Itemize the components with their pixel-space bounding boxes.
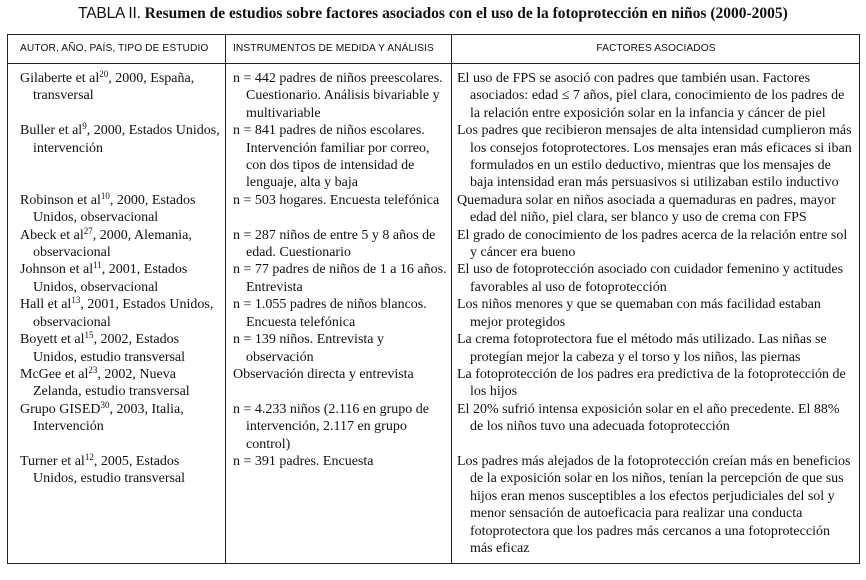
factors-text: El uso de FPS se asoció con padres que también usan. Factores asociados: edad ≤ 7 años, piel clara, conocimiento de los padres de la relación entre exposición solar en la infancia y cáncer de piel	[457, 71, 845, 121]
cell-author	[8, 366, 226, 401]
studies-table	[7, 34, 860, 564]
instruments-text: n = 391 padres. Encuesta	[233, 453, 374, 469]
cell-instruments	[226, 192, 452, 227]
author-text	[20, 453, 222, 488]
cell-author	[8, 122, 226, 192]
column-header-instruments: INSTRUMENTOS DE MEDIDA Y ANÁLISIS	[226, 35, 452, 64]
cell-factors	[452, 192, 860, 227]
factors-text: Los padres más alejados de la fotoprotección creían más en beneficios de la exposición solar en los niños, tenían la percepción de que sus hijos eran menos susceptibles a los efectos perjudiciales del sol y menor sensación de autoeficacia para realizar una conducta fotoprotectora que los padres más cercanos a una fotoprotección más eficaz	[457, 453, 851, 556]
reference-number: 15	[84, 330, 94, 341]
column-header-author: AUTOR, AÑO, PAÍS, TIPO DE ESTUDIO	[8, 35, 226, 64]
author-name: Johnson et al	[20, 262, 94, 278]
author-name: Turner et al	[20, 453, 85, 469]
cell-instruments	[226, 64, 452, 123]
table-number: TABLA II.	[78, 5, 141, 22]
author-name: Boyett et al	[20, 332, 85, 348]
instruments-text: n = 503 hogares. Encuesta telefónica	[233, 192, 440, 208]
table-row	[8, 192, 860, 227]
cell-factors	[452, 401, 860, 453]
cell-instruments	[226, 227, 452, 262]
author-name: Gilaberte et al	[20, 71, 100, 86]
cell-author	[8, 261, 226, 296]
table-row	[8, 331, 860, 366]
header-row	[8, 35, 860, 64]
cell-factors	[452, 331, 860, 366]
author-details: , 2000, Estados Unidos, observacional	[33, 192, 196, 226]
author-name: Robinson et al	[20, 192, 101, 208]
instruments-text: n = 139 niños. Entrevista y observación	[233, 332, 384, 365]
cell-instruments	[226, 122, 452, 192]
reference-number: 10	[100, 190, 110, 201]
cell-instruments	[226, 366, 452, 401]
author-text	[20, 366, 222, 401]
table-row	[8, 401, 860, 453]
table-row	[8, 122, 860, 192]
factors-text: Quemadura solar en niños asociada a quemaduras en padres, mayor edad del niño, piel clara, ser blanco y uso de crema con FPS	[457, 192, 836, 226]
author-details: , 2002, Nueva Zelanda, estudio transversal	[33, 366, 190, 400]
instruments-text: n = 287 niños de entre 5 y 8 años de edad. Cuestionario	[233, 227, 436, 261]
cell-factors	[452, 227, 860, 262]
author-text	[20, 261, 222, 296]
reference-number: 23	[88, 364, 98, 375]
author-name: McGee et al	[20, 366, 89, 382]
author-text	[20, 401, 222, 436]
cell-factors	[452, 64, 860, 123]
author-text	[20, 331, 222, 366]
instruments-text: n = 841 padres de niños escolares. Intervención familiar por correo, con dos tipos de intensidad de lenguaje, alta y baja	[233, 123, 430, 191]
cell-author	[8, 453, 226, 564]
factors-text: Los niños menores y que se quemaban con más facilidad estaban mejor protegidos	[457, 297, 821, 330]
author-text	[20, 122, 222, 157]
author-details: , 2002, Estados Unidos, estudio transversal	[33, 332, 186, 365]
cell-author	[8, 64, 226, 123]
cell-factors	[452, 366, 860, 401]
factors-text: El 20% sufrió intensa exposición solar en el año precedente. El 88% de los niños tuvo una adecuada fotoprotección	[457, 401, 840, 435]
author-details: , 2000, Alemania, observacional	[33, 227, 192, 261]
instruments-text: n = 4.233 niños (2.116 en grupo de intervención, 2.117 en grupo control)	[233, 401, 429, 452]
table-caption	[0, 2, 866, 26]
factors-text: La crema fotoprotectora fue el método más utilizado. Las niñas se protegían mejor la cabeza y el torso y los niños, las piernas	[457, 332, 827, 365]
instruments-text: n = 442 padres de niños preescolares. Cuestionario. Análisis bivariable y multivariable	[233, 71, 443, 121]
factors-text: La fotoprotección de los padres era predictiva de la fotoprotección de los hijos	[457, 366, 846, 400]
cell-factors	[452, 296, 860, 331]
instruments-text: n = 77 padres de niños de 1 a 16 años. Entrevista	[233, 262, 447, 295]
author-text	[20, 227, 222, 262]
reference-number: 27	[83, 225, 93, 236]
factors-text: Los padres que recibieron mensajes de alta intensidad cumplieron más los consejos fotoprotectores. Los mensajes eran más eficaces si iban formulados en un estilo deductivo, mientras que los mensajes de baja intensidad eran más persuasivos si utilizaban estilo inductivo	[457, 123, 852, 191]
reference-number: 9	[82, 121, 87, 132]
cell-author	[8, 331, 226, 366]
table-row	[8, 366, 860, 401]
author-details: , 2001, Estados Unidos, observacional	[33, 262, 188, 295]
author-text	[20, 192, 222, 227]
table-row	[8, 227, 860, 262]
reference-number: 11	[93, 260, 102, 271]
reference-number: 13	[71, 295, 81, 306]
cell-factors	[452, 453, 860, 564]
author-text	[20, 70, 222, 105]
reference-number: 30	[100, 399, 110, 410]
cell-author	[8, 192, 226, 227]
cell-author	[8, 401, 226, 453]
cell-instruments	[226, 401, 452, 453]
cell-author	[8, 296, 226, 331]
cell-factors	[452, 261, 860, 296]
factors-text: El uso de fotoprotección asociado con cuidador femenino y actitudes favorables al uso de fotoprotección	[457, 262, 844, 295]
cell-instruments	[226, 296, 452, 331]
author-name: Abeck et al	[20, 227, 84, 243]
author-details: , 2000, Estados Unidos, intervención	[33, 123, 220, 156]
table-row	[8, 296, 860, 331]
cell-author	[8, 227, 226, 262]
author-name: Buller et al	[20, 123, 83, 139]
table-row	[8, 453, 860, 564]
cell-instruments	[226, 331, 452, 366]
cell-instruments	[226, 453, 452, 564]
cell-instruments	[226, 261, 452, 296]
author-text	[20, 296, 222, 331]
factors-text: El grado de conocimiento de los padres acerca de la relación entre sol y cáncer era bueno	[457, 227, 848, 261]
author-details: , 2000, España, transversal	[33, 71, 195, 104]
reference-number: 20	[99, 69, 109, 79]
instruments-text: Observación directa y entrevista	[233, 366, 414, 382]
column-header-factors: FACTORES ASOCIADOS	[452, 35, 860, 64]
author-name: Grupo GISED	[20, 401, 101, 417]
reference-number: 12	[84, 451, 94, 462]
table-row	[8, 64, 860, 123]
author-details: , 2001, Estados Unidos, observacional	[33, 297, 214, 330]
table-row	[8, 261, 860, 296]
cell-factors	[452, 122, 860, 192]
author-details: , 2003, Italia, Intervención	[33, 401, 184, 435]
author-details: , 2005, Estados Unidos, estudio transversal	[33, 453, 186, 487]
instruments-text: n = 1.055 padres de niños blancos. Encuesta telefónica	[233, 297, 427, 330]
author-name: Hall et al	[20, 297, 72, 313]
table-title: Resumen de estudios sobre factores asociados con el uso de la fotoprotección en niños (2000-2005)	[144, 5, 788, 22]
